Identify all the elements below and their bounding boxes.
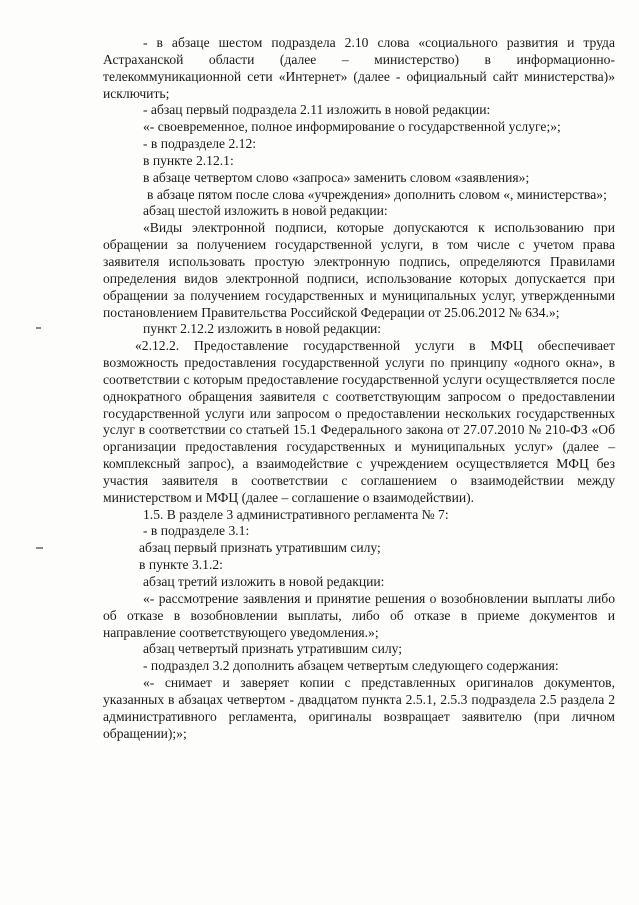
paragraph: в абзаце пятом после слова «учреждения» дополнить словом «, министерства»; [147, 186, 607, 202]
paragraph: пункт 2.12.2 изложить в новой редакции: [143, 321, 382, 337]
paragraph: в пункте 2.12.1: [143, 152, 234, 168]
paragraph: в абзаце четвертом слово «запроса» заменить словом «заявления»; [143, 169, 530, 185]
paragraph: абзац шестой изложить в новой редакции: [143, 203, 388, 219]
scan-mark [36, 547, 43, 549]
paragraph: - в подразделе 3.1: [143, 523, 250, 539]
document-body [103, 35, 615, 742]
paragraph: - абзац первый подраздела 2.11 изложить в новой редакции: [143, 102, 491, 118]
paragraph: «- своевременное, полное информирование о государственной услуге;»; [143, 119, 561, 135]
paragraph: «- рассмотрение заявления и принятие решения о возобновлении выплаты либо об отказе в возобновлении выплаты, либо об отказе в приеме документов и направление соответствующего уведомления.»; [103, 590, 615, 640]
paragraph: 1.5. В разделе 3 административного регламента № 7: [143, 506, 449, 522]
paragraph: абзац четвертый признать утратившим силу; [143, 641, 403, 657]
paragraph: - в абзаце шестом подраздела 2.10 слова «социального развития и труда Астраханской области (далее – министерство) в информационно-телекоммуникационной сети «Интернет» (далее - официальный сайт министерства)» исключить; [103, 35, 615, 101]
paragraph: «- снимает и заверяет копии с представленных оригиналов документов, указанных в абзацах четвертом - двадцатом пункта 2.5.1, 2.5.3 подраздела 2.5 раздела 2 административного регламента, оригиналы возвращает заявителю (при личном обращении);»; [103, 675, 615, 741]
scan-mark [36, 327, 41, 329]
paragraph: - подраздел 3.2 дополнить абзацем четвертым следующего содержания: [143, 658, 559, 674]
paragraph: абзац третий изложить в новой редакции: [143, 574, 385, 589]
paragraph: - в подразделе 2.12: [143, 136, 257, 152]
paragraph: «Виды электронной подписи, которые допускаются к использованию при обращении за получением государственной услуги, в том числе с учетом права заявителя использовать простую электронную подпись, определяются Правилами определения видов электронной подписи, использование которых допускается при обращении за получением государственных и муниципальных услуг, утвержденными постановлением Правительства Российской Федерации от 25.06.2012 № 634.»; [103, 220, 615, 320]
paragraph: в пункте 3.1.2: [139, 557, 223, 573]
paragraph: абзац первый признать утратившим силу; [139, 540, 381, 556]
paragraph: «2.12.2. Предоставление государственной услуги в МФЦ обеспечивает возможность предоставления государственной услуги по принципу «одного окна», в соответствии с которым предоставление государственной услуги осуществляется после однократного обращения заявителя с соответствующим запросом о предоставлении государственной услуги или запросом о предоставлении нескольких государственных услуг в соответствии со статьей 15.1 Федерального закона от 27.07.2010 № 210-ФЗ «Об организации предоставления государственных и муниципальных услуг» (далее – комплексный запрос), а взаимодействие с учреждением осуществляется МФЦ без участия заявителя в соответствии с соглашением о взаимодействии между министерством и МФЦ (далее – соглашение о взаимодействии). [103, 338, 615, 505]
